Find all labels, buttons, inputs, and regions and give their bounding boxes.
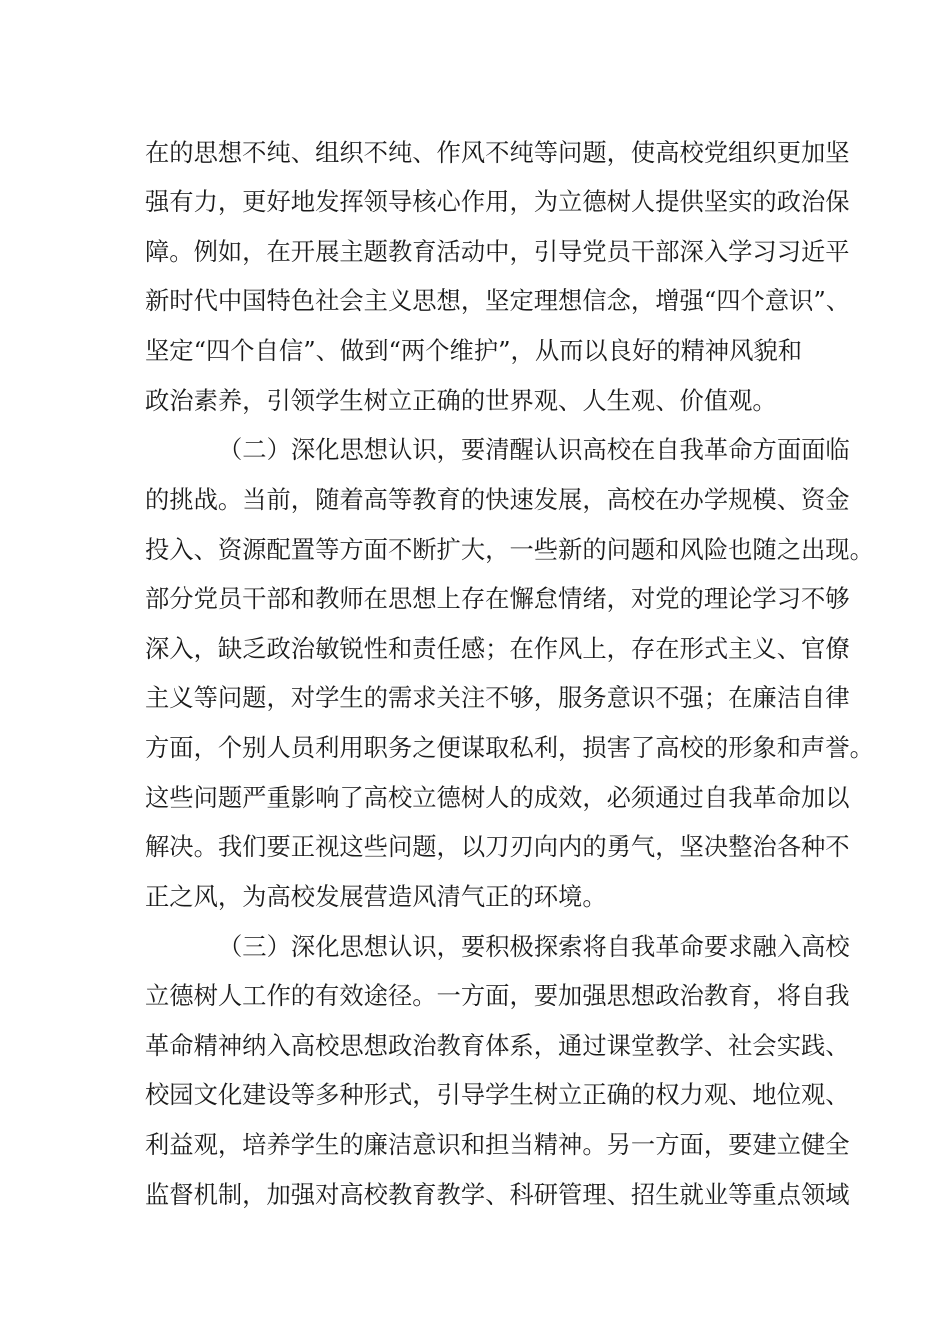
text-line: 部分党员干部和教师在思想上存在懈怠情绪，对党的理论学习不够 xyxy=(145,584,850,613)
text-line: 强有力，更好地发挥领导核心作用，为立德树人提供坚实的政治保 xyxy=(145,187,850,216)
text-line: 利益观，培养学生的廉洁意识和担当精神。另一方面，要建立健全 xyxy=(145,1130,850,1159)
text-line: 监督机制，加强对高校教育教学、科研管理、招生就业等重点领域 xyxy=(145,1180,850,1209)
text-line: 方面，个别人员利用职务之便谋取私利，损害了高校的形象和声誉。 xyxy=(145,733,874,762)
text-line: 的挑战。当前，随着高等教育的快速发展，高校在办学规模、资金 xyxy=(145,485,850,514)
text-line: 政治素养，引领学生树立正确的世界观、人生观、价值观。 xyxy=(145,386,777,415)
text-line: 障。例如，在开展主题教育活动中，引导党员干部深入学习习近平 xyxy=(145,237,850,266)
text-line: 立德树人工作的有效途径。一方面，要加强思想政治教育，将自我 xyxy=(145,981,850,1010)
text-line: 革命精神纳入高校思想政治教育体系，通过课堂教学、社会实践、 xyxy=(145,1031,850,1060)
text-line: 深入，缺乏政治敏锐性和责任感；在作风上，存在形式主义、官僚 xyxy=(145,634,850,663)
text-line: 主义等问题，对学生的需求关注不够，服务意识不强；在廉洁自律 xyxy=(145,683,850,712)
paragraph-heading-3: （三）深化思想认识，要积极探索将自我革命要求融入高校 xyxy=(218,932,850,961)
text-line: 在的思想不纯、组织不纯、作风不纯等问题，使高校党组织更加坚 xyxy=(145,138,850,167)
text-line: 正之风，为高校发展营造风清气正的环境。 xyxy=(145,882,607,911)
text-line: 坚定“四个自信”、做到“两个维护”，从而以良好的精神风貌和 xyxy=(145,336,803,365)
text-line: 投入、资源配置等方面不断扩大，一些新的问题和风险也随之出现。 xyxy=(145,535,874,564)
text-line: 校园文化建设等多种形式，引导学生树立正确的权力观、地位观、 xyxy=(145,1080,850,1109)
text-line: 这些问题严重影响了高校立德树人的成效，必须通过自我革命加以 xyxy=(145,783,850,812)
paragraph-heading-2: （二）深化思想认识，要清醒认识高校在自我革命方面面临 xyxy=(218,435,850,464)
text-line: 解决。我们要正视这些问题，以刀刃向内的勇气，坚决整治各种不 xyxy=(145,832,850,861)
text-line: 新时代中国特色社会主义思想，坚定理想信念，增强“四个意识”、 xyxy=(145,286,851,315)
